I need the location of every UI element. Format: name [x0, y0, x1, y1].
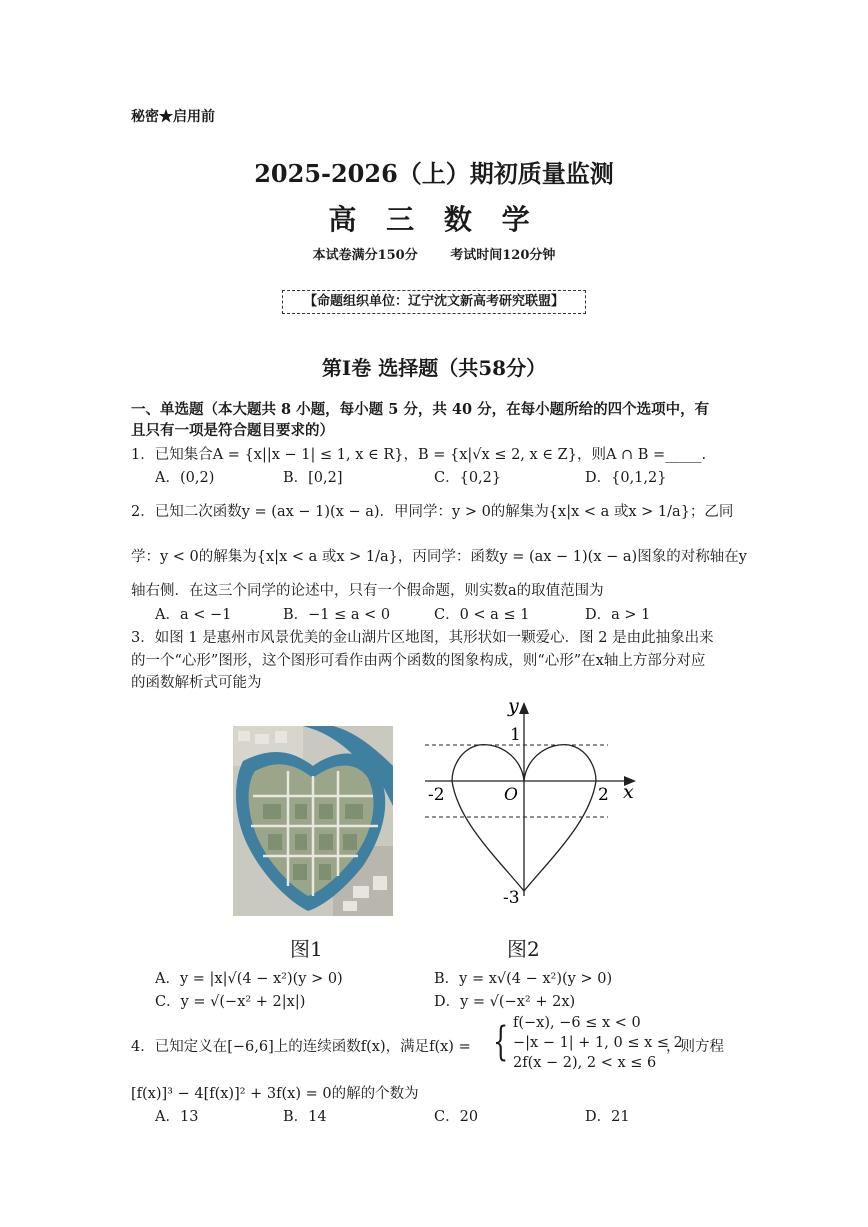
- q4-line1-tail: ，则方程: [666, 1039, 724, 1055]
- label-two: 2: [598, 785, 609, 805]
- q2-option-b: B．−1 ≤ a < 0: [283, 607, 391, 623]
- q1-option-a: A．(0,2): [155, 470, 215, 486]
- q4-option-c: C．20: [434, 1109, 479, 1125]
- q3-line1: 3．如图 1 是惠州市风景优美的金山湖片区地图，其形状如一颗爱心．图 2 是由此抽象出来: [131, 630, 714, 646]
- figure2-graph: [420, 696, 645, 911]
- figure2-caption: 图2: [507, 937, 540, 961]
- q1-option-b: B．[0,2]: [283, 470, 343, 486]
- exam-info: 本试卷满分150分 考试时间120分钟: [312, 248, 556, 263]
- org-box: 【命题组织单位：辽宁沈文新高考研究联盟】: [282, 290, 586, 314]
- label-x: x: [623, 781, 634, 803]
- q2-option-c: C．0 < a ≤ 1: [434, 607, 530, 623]
- label-one: 1: [510, 725, 521, 745]
- secret-label: 秘密★启用前: [131, 109, 215, 125]
- q1-option-c: C．{0,2}: [434, 470, 502, 486]
- section-intro-line2: 且只有一项是符合题目要求的）: [131, 422, 334, 439]
- q4-line1: 4．已知定义在[−6,6]上的连续函数f(x)，满足f(x) =: [131, 1039, 471, 1055]
- label-neg-three: -3: [503, 888, 520, 908]
- q3-line2: 的一个“心形”图形，这个图形可看作由两个函数的图象构成，则“心形”在x轴上方部分对应: [131, 653, 706, 669]
- q2-option-d: D．a > 1: [585, 607, 651, 623]
- q4-option-d: D．21: [585, 1109, 630, 1125]
- label-neg-two: -2: [428, 785, 445, 805]
- q4-option-b: B．14: [283, 1109, 327, 1125]
- q4-line2: [f(x)]³ − 4[f(x)]² + 3f(x) = 0的解的个数为: [131, 1086, 419, 1102]
- q4-case1: f(−x), −6 ≤ x < 0: [513, 1015, 641, 1031]
- q3-option-a: A．y = |x|√(4 − x²)(y > 0): [155, 971, 343, 987]
- exam-title: 2025-2026（上）期初质量监测: [254, 159, 614, 188]
- q2-line3: 轴右侧．在这三个同学的论述中，只有一个假命题，则实数a的取值范围为: [131, 583, 604, 599]
- q3-option-c: C．y = √(−x² + 2|x|): [155, 994, 306, 1010]
- q3-line3: 的函数解析式可能为: [131, 675, 262, 691]
- q4-option-a: A．13: [155, 1109, 199, 1125]
- label-y: y: [508, 696, 519, 717]
- q4-case2: −|x − 1| + 1, 0 ≤ x ≤ 2: [513, 1035, 683, 1051]
- q2-line2: 学：y < 0的解集为{x|x < a 或x > 1/a}，丙同学：函数y = (ax − 1)(x − a)图象的对称轴在y: [131, 549, 747, 565]
- piecewise-brace: {: [493, 1019, 509, 1065]
- label-origin: O: [504, 785, 518, 805]
- q2-line1: 2．已知二次函数y = (ax − 1)(x − a)．甲同学：y > 0的解集为{x|x < a 或x > 1/a}；乙同: [131, 504, 734, 520]
- q2-option-a: A．a < −1: [155, 607, 232, 623]
- section-title: 第Ⅰ卷 选择题（共58分）: [321, 356, 547, 380]
- q1-option-d: D．{0,1,2}: [585, 470, 667, 486]
- q3-option-b: B．y = x√(4 − x²)(y > 0): [434, 971, 613, 987]
- q1-stem: 1．已知集合A = {x||x − 1| ≤ 1, x ∈ R}，B = {x|√x ≤ 2, x ∈ Z}，则A ∩ B =_____.: [131, 447, 707, 463]
- exam-subject: 高 三 数 学: [328, 203, 540, 236]
- y-axis-arrow: [519, 702, 529, 714]
- q4-case3: 2f(x − 2), 2 < x ≤ 6: [513, 1055, 657, 1071]
- section-intro-line1: 一、单选题（本大题共 8 小题，每小题 5 分，共 40 分，在每小题所给的四个选项中，有: [131, 401, 710, 418]
- map-image: [233, 726, 393, 916]
- q3-option-d: D．y = √(−x² + 2x): [434, 994, 576, 1010]
- figure1-map: [233, 726, 393, 916]
- figure1-caption: 图1: [290, 937, 323, 961]
